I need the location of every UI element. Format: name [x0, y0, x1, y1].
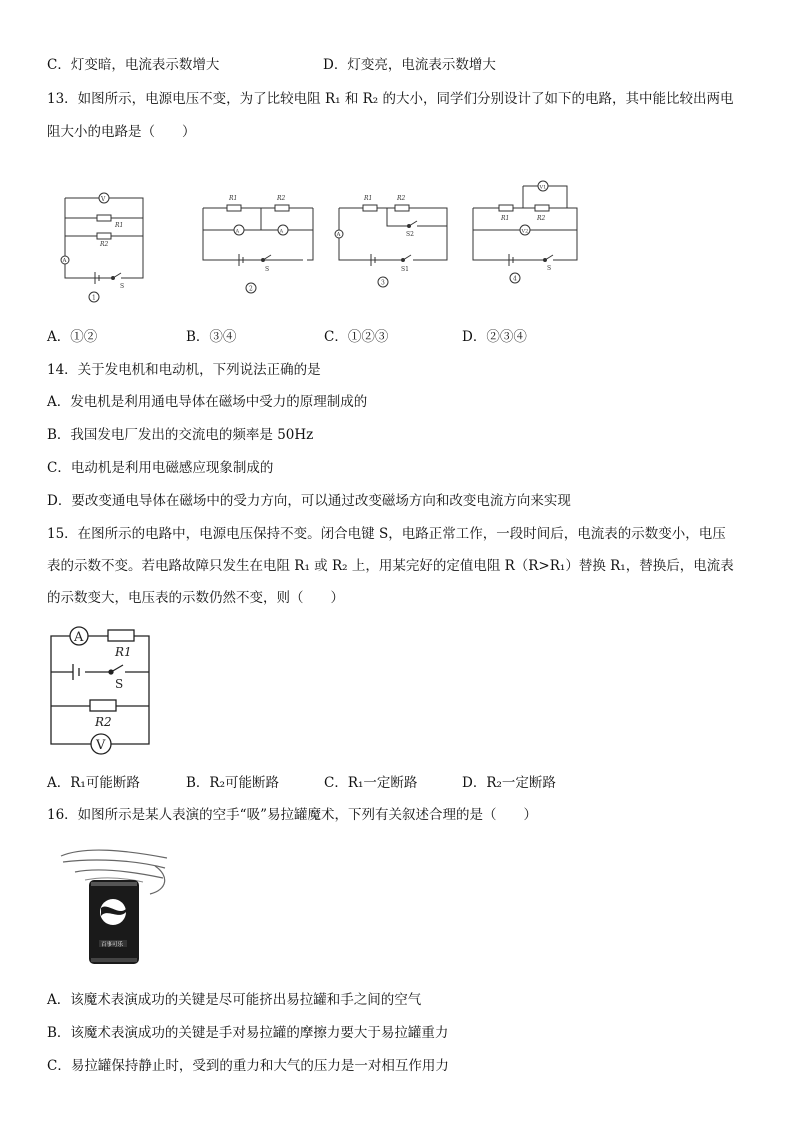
q15-stem-line1: 15．在图所示的电路中，电源电压保持不变。闭合电键 S，电路正常工作，一段时间后，电流表的示数变小，电压	[47, 526, 726, 542]
circuit-1	[61, 193, 143, 302]
circuit-2	[203, 195, 313, 293]
q16-stem: 16．如图所示是某人表演的空手“吸”易拉罐魔术，下列有关叙述合理的是（ ）	[47, 807, 537, 823]
q15-option-d: D．R₂一定断路	[462, 775, 556, 791]
q15-voltmeter-label: V	[96, 738, 106, 753]
q15-r2-label: R2	[95, 715, 112, 729]
circuit-4-switch-label: S	[547, 265, 552, 272]
q15-option-a: A．R₁可能断路	[47, 775, 140, 791]
circuit-2-ammeter-1-label: A	[235, 228, 240, 235]
circuit-1-ammeter-label: A	[62, 258, 67, 264]
q15-ammeter-label: A	[74, 630, 84, 645]
circuit-1-switch-label: S	[120, 283, 125, 290]
q12-option-d: D．灯变亮，电流表示数增大	[323, 57, 496, 73]
q14-option-a: A．发电机是利用通电导体在磁场中受力的原理制成的	[47, 394, 368, 410]
circuit-4-voltmeter-label: V1	[539, 184, 547, 191]
circuit-3-switch-1-label: S1	[401, 266, 409, 273]
circuit-3	[335, 195, 447, 287]
q15-stem-line2: 表的示数不变。若电路故障只发生在电阻 R₁ 或 R₂ 上，用某完好的定值电阻 R（R>R₁）替换 R₁，替换后，电流表	[47, 558, 734, 574]
circuit-3-r1-label: R1	[364, 195, 373, 202]
q14-stem: 14．关于发电机和电动机，下列说法正确的是	[47, 362, 321, 378]
q15-switch-label: S	[115, 677, 124, 691]
q15-r1-label: R1	[115, 645, 132, 659]
circuit-1-r2-label: R2	[100, 241, 109, 248]
q15-circuit-figure	[45, 620, 160, 755]
circuit-2-r2-label: R2	[277, 195, 286, 202]
q13-option-b: B．③④	[186, 329, 237, 345]
circuit-4-voltmeter-2-label: V2	[521, 228, 529, 235]
q14-option-c: C．电动机是利用电磁感应现象制成的	[47, 460, 274, 476]
q16-magic-can-photo	[55, 846, 175, 971]
q16-option-c: C．易拉罐保持静止时，受到的重力和大气的压力是一对相互作用力	[47, 1058, 449, 1074]
q13-option-c: C．①②③	[324, 329, 389, 345]
q13-stem-line1: 13．如图所示，电源电压不变，为了比较电阻 R₁ 和 R₂ 的大小，同学们分别设计了如下的电路，其中能比较出两电	[47, 91, 734, 107]
circuit-2-number: 2	[249, 285, 253, 293]
circuit-1-r1-label: R1	[115, 222, 124, 229]
circuit-1-number: 1	[92, 294, 96, 302]
q15-option-b: B．R₂可能断路	[186, 775, 279, 791]
circuit-3-r2-label: R2	[397, 195, 406, 202]
q13-option-d: D．②③④	[462, 329, 527, 345]
q13-stem-line2: 阻大小的电路是（ ）	[47, 124, 196, 140]
q15-option-c: C．R₁一定断路	[324, 775, 418, 791]
q14-option-b: B．我国发电厂发出的交流电的频率是 50Hz	[47, 427, 314, 443]
q16-option-b: B．该魔术表演成功的关键是手对易拉罐的摩擦力要大于易拉罐重力	[47, 1025, 449, 1041]
circuit-2-ammeter-2-label: A	[279, 228, 284, 235]
q16-can-text: 百事可乐	[101, 942, 124, 948]
circuit-2-switch-label: S	[265, 266, 270, 273]
q14-option-d: D．要改变通电导体在磁场中的受力方向，可以通过改变磁场方向和改变电流方向来实现	[47, 493, 571, 509]
q13-option-a: A．①②	[47, 329, 98, 345]
circuit-4	[473, 181, 577, 283]
q13-circuit-figures	[55, 178, 595, 318]
q16-option-a: A．该魔术表演成功的关键是尽可能挤出易拉罐和手之间的空气	[47, 992, 422, 1008]
circuit-4-number: 4	[513, 275, 517, 283]
circuit-1-voltmeter-label: V	[101, 196, 106, 203]
circuit-3-ammeter-label: A	[336, 232, 341, 238]
circuit-3-switch-2-label: S2	[406, 231, 414, 238]
q15-stem-line3: 的示数变大，电压表的示数仍然不变，则（ ）	[47, 590, 344, 606]
q12-option-c: C．灯变暗，电流表示数增大	[47, 57, 220, 73]
circuit-3-number: 3	[381, 279, 385, 287]
circuit-4-r2-label: R2	[537, 215, 546, 222]
circuit-2-r1-label: R1	[229, 195, 238, 202]
circuit-4-r1-label: R1	[501, 215, 510, 222]
